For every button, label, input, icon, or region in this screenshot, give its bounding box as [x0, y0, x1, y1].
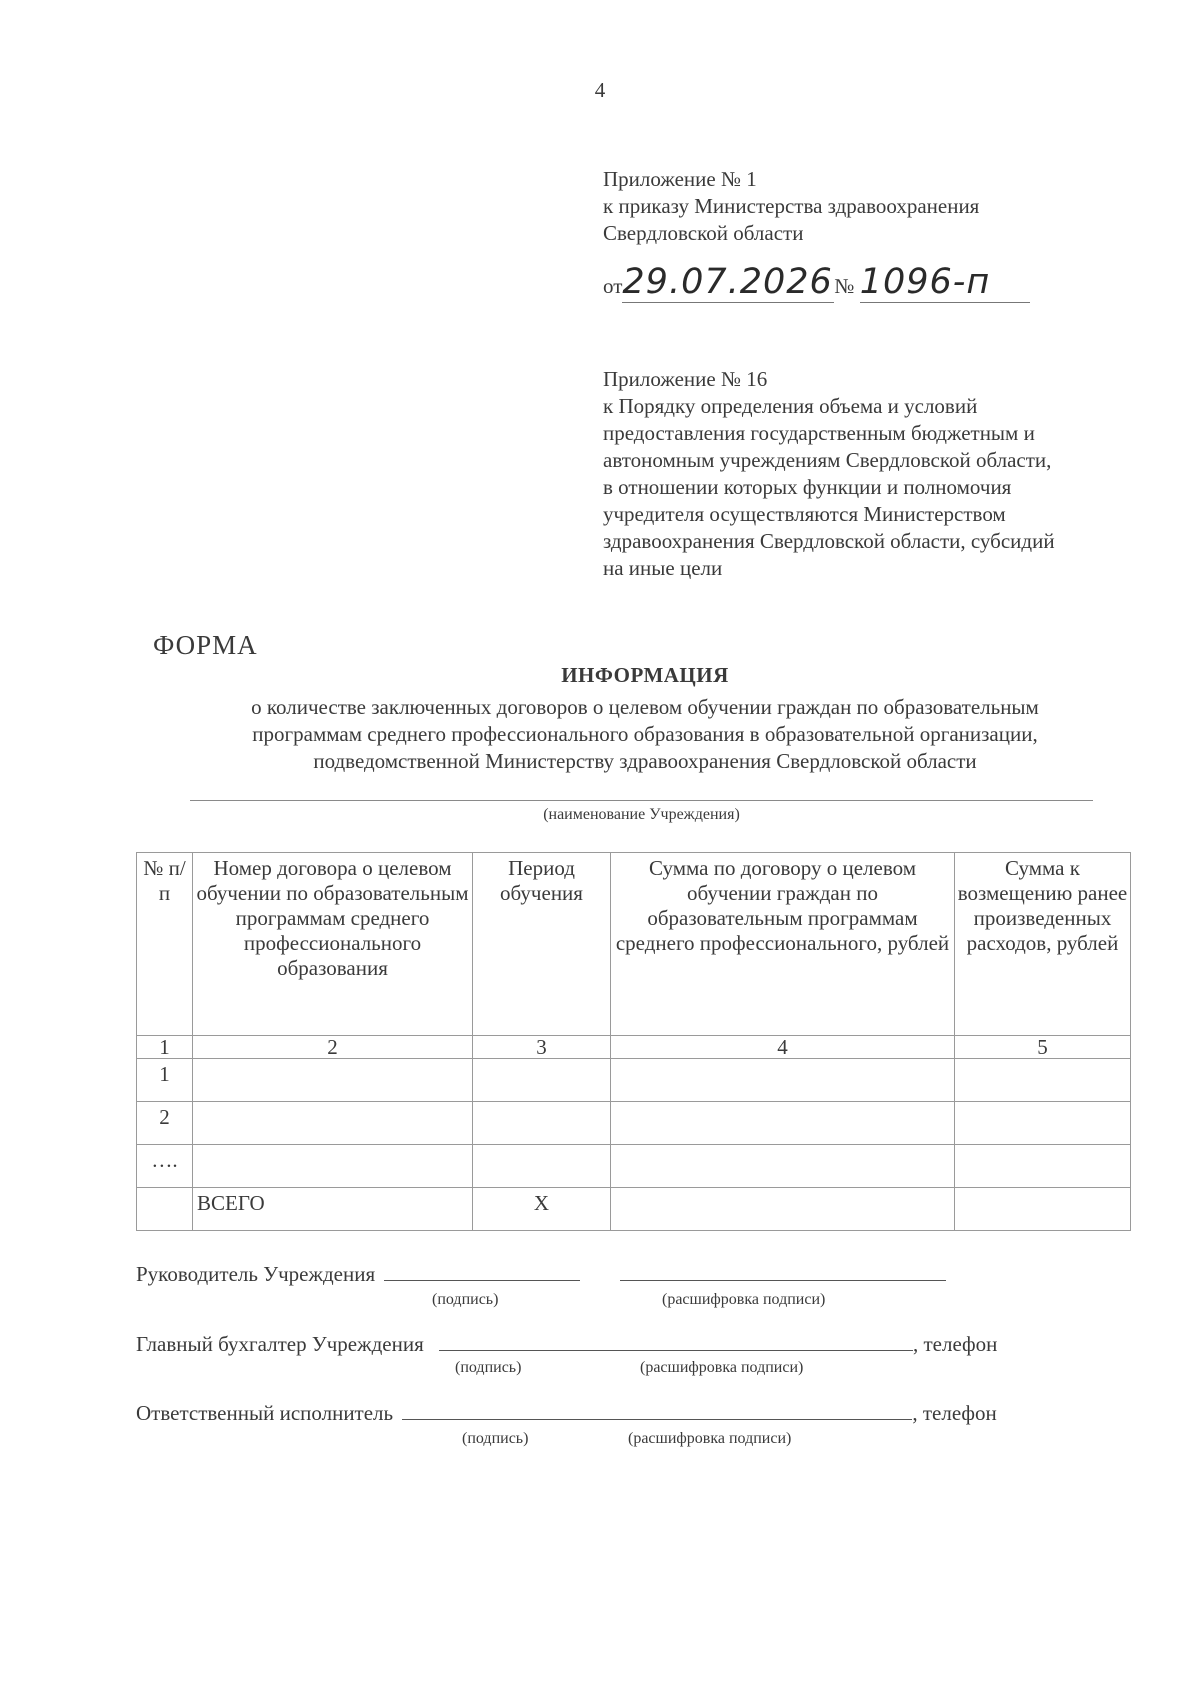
head-label: Руководитель Учреждения: [136, 1262, 376, 1286]
annex-16-line: автономным учреждениям Свердловской области,: [603, 448, 1052, 472]
contracts-table: [136, 852, 1131, 1231]
row-number: ….: [137, 1145, 193, 1188]
column-number: 1: [137, 1036, 193, 1059]
annex-1-header: [603, 166, 1163, 247]
header-cell: Сумма к возмещению ранее произведенных расходов, рублей: [955, 853, 1131, 1036]
header-cell: Сумма по договору о целевом обучении граждан по образовательным программам среднего профессионального, рублей: [611, 853, 955, 1036]
annex-1-line: Свердловской области: [603, 221, 804, 245]
annex-1-line: к приказу Министерства здравоохранения: [603, 194, 980, 218]
institution-name-line[interactable]: [190, 800, 1093, 801]
subtitle-line: о количестве заключенных договоров о целевом обучении граждан по образовательным: [251, 695, 1039, 719]
signature-caption: (подпись): [455, 1359, 522, 1376]
subtitle-line: программам среднего профессионального образования в образовательной организации,: [252, 722, 1038, 746]
head-decode-line[interactable]: [620, 1279, 946, 1281]
annex-16-line: к Порядку определения объема и условий: [603, 394, 978, 418]
table-header-row: [137, 853, 1131, 1036]
decode-caption: (расшифровка подписи): [662, 1291, 826, 1308]
column-number-row: [137, 1036, 1131, 1059]
annex-16-line: на иные цели: [603, 556, 723, 580]
total-row: [137, 1188, 1131, 1231]
annex-16-line: Приложение № 16: [603, 367, 768, 391]
contract-sum-cell[interactable]: [611, 1145, 955, 1188]
header-cell: Период обучения: [473, 853, 611, 1036]
total-contract-sum-cell[interactable]: [611, 1188, 955, 1231]
head-signature-line[interactable]: [384, 1279, 580, 1281]
annex-16-line: предоставления государственным бюджетным и: [603, 421, 1035, 445]
contract-sum-cell[interactable]: [611, 1102, 955, 1145]
header-cell: Номер договора о целевом обучении по образовательным программам среднего профессионального образования: [193, 853, 473, 1036]
executor-label: Ответственный исполнитель: [136, 1401, 394, 1425]
date-prefix: от: [603, 274, 623, 298]
period-cell[interactable]: [473, 1102, 611, 1145]
subtitle-line: подведомственной Министерству здравоохранения Свердловской области: [313, 749, 977, 773]
accountant-label: Главный бухгалтер Учреждения: [136, 1332, 424, 1356]
contract-sum-cell[interactable]: [611, 1059, 955, 1102]
signature-caption: (подпись): [462, 1430, 529, 1447]
total-reimbursement-cell[interactable]: [955, 1188, 1131, 1231]
annex-16-line: в отношении которых функции и полномочия: [603, 475, 1012, 499]
executor-signature-line[interactable]: [402, 1418, 912, 1420]
period-cell[interactable]: [473, 1145, 611, 1188]
total-label: ВСЕГО: [193, 1188, 473, 1231]
header-cell: № п/п: [137, 853, 193, 1036]
contract-number-cell[interactable]: [193, 1145, 473, 1188]
order-date-number: [603, 262, 1043, 302]
total-period: X: [473, 1188, 611, 1231]
column-number: 5: [955, 1036, 1131, 1059]
handwritten-number: 1096-п: [859, 262, 991, 302]
phone-label: , телефон: [913, 1332, 998, 1356]
document-subtitle: [150, 694, 1140, 775]
contract-number-cell[interactable]: [193, 1059, 473, 1102]
accountant-signature-line[interactable]: [439, 1349, 913, 1351]
annex-16-header: [603, 366, 1163, 582]
column-number: 2: [193, 1036, 473, 1059]
column-number: 3: [473, 1036, 611, 1059]
table-row: [137, 1145, 1131, 1188]
annex-16-line: здравоохранения Свердловской области, субсидий: [603, 529, 1055, 553]
annex-1-line: Приложение № 1: [603, 167, 757, 191]
reimbursement-cell[interactable]: [955, 1145, 1131, 1188]
reimbursement-cell[interactable]: [955, 1059, 1131, 1102]
row-number: 1: [137, 1059, 193, 1102]
page-number: 4: [594, 78, 606, 102]
forma-label: ФОРМА: [153, 630, 258, 660]
table-row: [137, 1102, 1131, 1145]
row-number: 2: [137, 1102, 193, 1145]
executor-signature-row: [136, 1401, 997, 1426]
total-number-cell: [137, 1188, 193, 1231]
number-prefix: №: [834, 274, 855, 298]
document-title: ИНФОРМАЦИЯ: [561, 663, 729, 687]
head-signature-row: [136, 1262, 946, 1287]
table-row: [137, 1059, 1131, 1102]
annex-16-line: учредителя осуществляются Министерством: [603, 502, 1006, 526]
period-cell[interactable]: [473, 1059, 611, 1102]
institution-caption: (наименование Учреждения): [543, 806, 740, 823]
decode-caption: (расшифровка подписи): [640, 1359, 804, 1376]
reimbursement-cell[interactable]: [955, 1102, 1131, 1145]
contract-number-cell[interactable]: [193, 1102, 473, 1145]
accountant-signature-row: [136, 1332, 997, 1357]
handwritten-date: 29.07.2026: [622, 262, 833, 302]
phone-label: , телефон: [912, 1401, 997, 1425]
decode-caption: (расшифровка подписи): [628, 1430, 792, 1447]
signature-caption: (подпись): [432, 1291, 499, 1308]
column-number: 4: [611, 1036, 955, 1059]
